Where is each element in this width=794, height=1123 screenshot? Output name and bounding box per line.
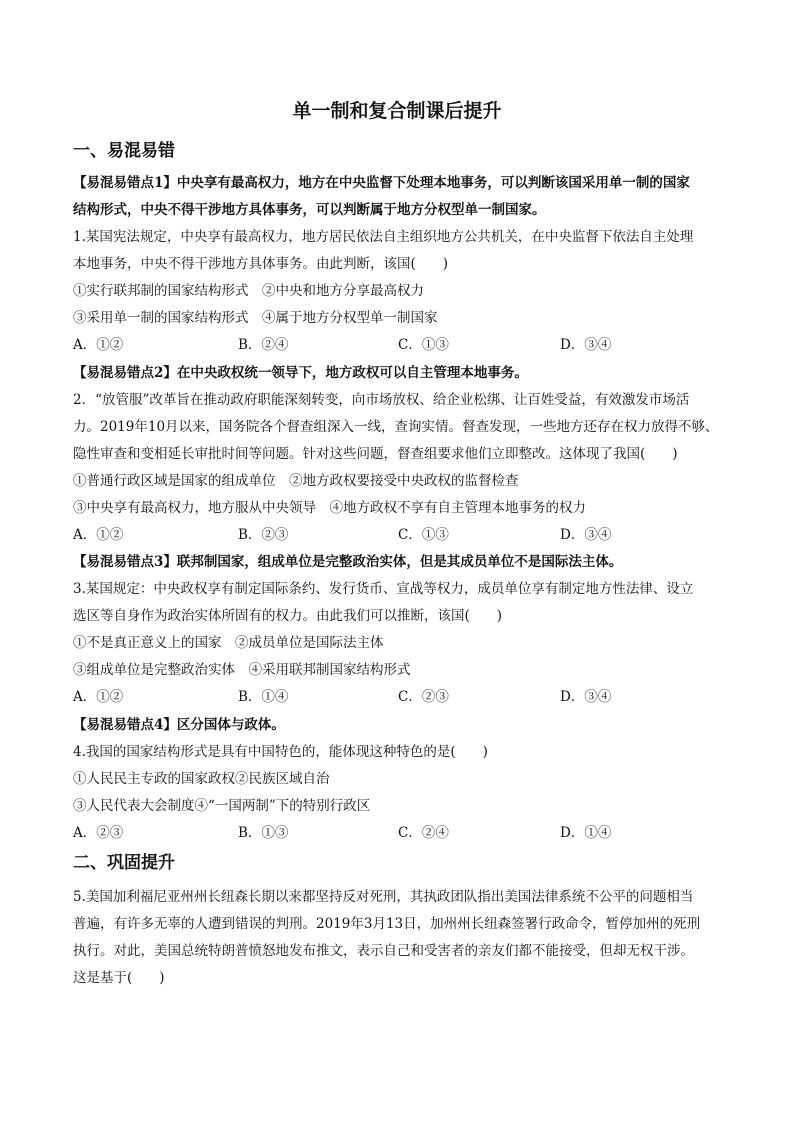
question-4-line-1: 4.我国的国家结构形式是具有中国特色的，能体现这种特色的是( ) [73, 744, 488, 760]
question-2-line-2: 力。2019年10月以来，国务院各个督查组深入一线，查询实情。督查发现，一些地方还存在权力放得不够、 [73, 419, 719, 435]
question-1-option-c: C．①③ [398, 337, 449, 353]
question-2-option-c: C．①③ [398, 527, 449, 543]
question-4-option-d: D．①④ [560, 825, 612, 841]
question-4-statement-1: ①人民民主专政的国家政权②民族区域自治 [73, 771, 330, 787]
question-4-option-c: C．②④ [398, 825, 449, 841]
question-2-option-b: B．②③ [238, 527, 289, 543]
confusing-point-1-line-2: 结构形式，中央不得干涉地方具体事务，可以判断属于地方分权型单一制国家。 [73, 202, 546, 218]
question-1-line-2: 本地事务，中央不得干涉地方具体事务。由此判断，该国( ) [73, 256, 449, 272]
question-3-options [73, 687, 733, 707]
question-4-statement-2: ③人民代表大会制度④“一国两制”下的特别行政区 [73, 798, 371, 814]
question-3-line-1: 3.某国规定：中央政权享有制定国际条约、发行货币、宣战等权力，成员单位享有制定地方性法律、设立 [73, 581, 694, 597]
question-1-line-1: 1.某国宪法规定，中央享有最高权力，地方居民依法自主组织地方公共机关，在中央监督下依法自主处理 [73, 229, 694, 245]
confusing-point-4: 【易混易错点4】区分国体与政体。 [73, 717, 285, 733]
question-3-option-d: D．③④ [560, 689, 612, 705]
question-5-line-3: 执行。对此，美国总统特朗普愤怒地发布推文，表示自己和受害者的亲友们都不能接受，但却无权干涉。 [73, 943, 694, 959]
question-2-option-a: A．①② [73, 527, 124, 543]
question-1-option-d: D．③④ [560, 337, 612, 353]
question-2-options [73, 525, 733, 545]
question-1-option-a: A．①② [73, 337, 124, 353]
section-heading-confusing-points: 一、易混易错 [73, 141, 175, 161]
question-5-line-1: 5.美国加利福尼亚州州长纽森长期以来都坚持反对死刑，其执政团队指出美国法律系统不公平的问题相当 [73, 889, 694, 905]
question-3-statement-1: ①不是真正意义上的国家 ②成员单位是国际法主体 [73, 635, 384, 651]
page-title: 单一制和复合制课后提升 [292, 100, 502, 122]
question-1-statement-2: ③采用单一制的国家结构形式 ④属于地方分权型单一制国家 [73, 310, 438, 326]
confusing-point-1-line-1: 【易混易错点1】中央享有最高权力，地方在中央监督下处理本地事务，可以判断该国采用单一制的国家 [73, 175, 690, 191]
question-4-options [73, 823, 733, 843]
question-3-option-a: A．①② [73, 689, 124, 705]
question-1-options [73, 335, 733, 355]
section-heading-consolidation: 二、巩固提升 [73, 853, 175, 873]
question-5-line-2: 普遍，有许多无辜的人遭到错误的判刑。2019年3月13日，加州州长纽森签署行政命令，暂停加州的死刑 [73, 916, 701, 932]
confusing-point-3: 【易混易错点3】联邦制国家，组成单位是完整政治实体，但是其成员单位不是国际法主体。 [73, 554, 623, 570]
question-3-option-c: C．②③ [398, 689, 449, 705]
question-4-option-b: B．①③ [238, 825, 289, 841]
question-4-option-a: A．②③ [73, 825, 124, 841]
question-1-statement-1: ①实行联邦制的国家结构形式 ②中央和地方分享最高权力 [73, 283, 424, 299]
question-2-statement-1: ①普通行政区域是国家的组成单位 ②地方政权要接受中央政权的监督检查 [73, 473, 519, 489]
question-3-line-2: 选区等自身作为政治实体所固有的权力。由此我们可以推断，该国( ) [73, 608, 503, 624]
question-2-statement-2: ③中央享有最高权力，地方服从中央领导 ④地方政权不享有自主管理本地事务的权力 [73, 500, 586, 516]
question-3-statement-2: ③组成单位是完整政治实体 ④采用联邦制国家结构形式 [73, 662, 411, 678]
question-5-line-4: 这是基于( ) [73, 970, 165, 986]
question-3-option-b: B．①④ [238, 689, 289, 705]
question-2-line-1: 2．“放管服”改革旨在推动政府职能深刻转变，向市场放权、给企业松绑、让百姓受益，有效激发市场活 [73, 392, 690, 408]
question-1-option-b: B．②④ [238, 337, 289, 353]
confusing-point-2: 【易混易错点2】在中央政权统一领导下，地方政权可以自主管理本地事务。 [73, 365, 528, 381]
question-2-option-d: D．③④ [560, 527, 612, 543]
question-2-line-3: 隐性审查和变相延长审批时间等问题。针对这些问题，督查组要求他们立即整改。这体现了我国( ) [73, 446, 678, 462]
